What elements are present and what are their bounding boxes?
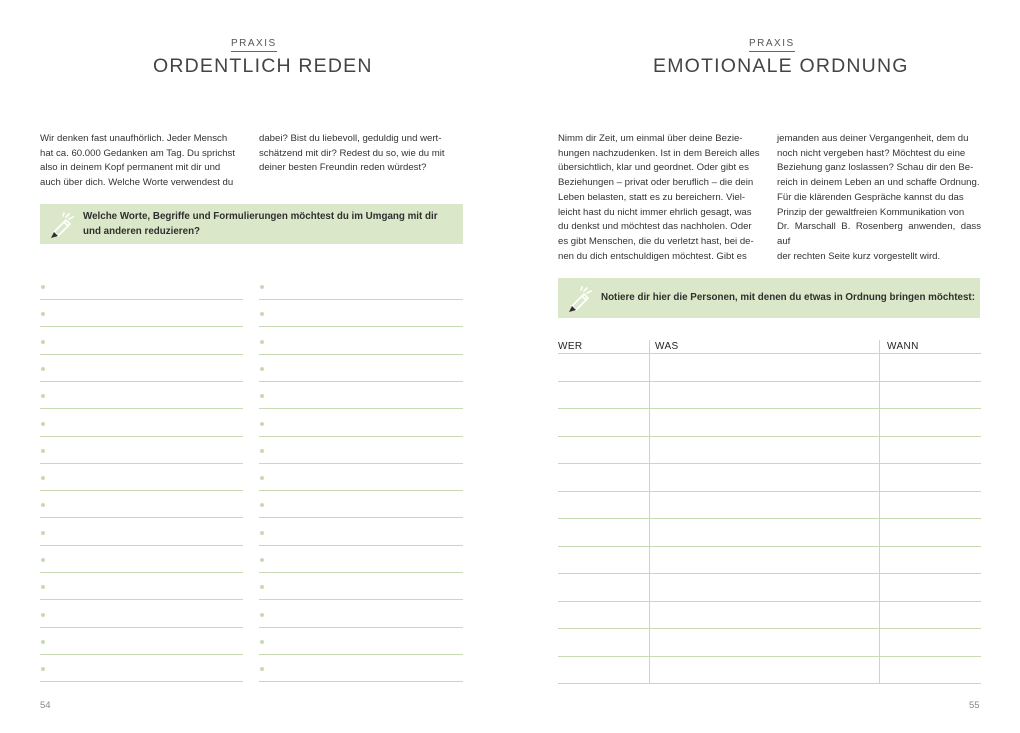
table-row-line xyxy=(558,436,981,437)
writing-line xyxy=(40,545,243,546)
writing-line xyxy=(40,354,243,355)
table-row-line xyxy=(558,683,981,684)
writing-line xyxy=(259,654,463,655)
writing-line xyxy=(40,463,243,464)
writing-line xyxy=(40,408,243,409)
table-row-line xyxy=(558,381,981,382)
table-row-line xyxy=(558,353,981,354)
bullet-dot xyxy=(41,312,45,316)
pencil-icon xyxy=(48,212,74,238)
bullet-dot xyxy=(260,558,264,562)
bullet-dot xyxy=(41,667,45,671)
page-title: ORDENTLICH REDEN xyxy=(153,55,373,77)
table-row-line xyxy=(558,546,981,547)
writing-line xyxy=(259,299,463,300)
bullet-dot xyxy=(41,503,45,507)
bullet-dot xyxy=(260,503,264,507)
body-text-column-2: dabei? Bist du liebevoll, geduldig und wert- schätzend mit dir? Redest du so, wie du mit deiner besten Freundin reden würdest? xyxy=(259,133,445,174)
writing-line xyxy=(259,599,463,600)
bullet-dot xyxy=(260,367,264,371)
section-kicker: PRAXIS xyxy=(749,38,795,52)
bullet-dot xyxy=(41,558,45,562)
writing-line xyxy=(40,572,243,573)
bullet-dot xyxy=(41,476,45,480)
writing-line xyxy=(259,490,463,491)
table-row-line xyxy=(558,601,981,602)
writing-prompt-box xyxy=(558,278,980,318)
table-row-line xyxy=(558,408,981,409)
writing-prompt-box xyxy=(40,204,463,244)
bullet-dot xyxy=(41,422,45,426)
bullet-dot xyxy=(41,367,45,371)
table-header-wann: WANN xyxy=(887,341,919,352)
writing-line xyxy=(259,681,463,682)
bullet-dot xyxy=(260,312,264,316)
bullet-dot xyxy=(260,422,264,426)
bullet-dot xyxy=(260,585,264,589)
bullet-dot xyxy=(260,531,264,535)
bullet-dot xyxy=(41,585,45,589)
right-page xyxy=(510,0,1020,733)
bullet-dot xyxy=(260,394,264,398)
bullet-dot xyxy=(41,640,45,644)
writing-line xyxy=(259,408,463,409)
writing-line xyxy=(40,599,243,600)
writing-line xyxy=(40,681,243,682)
writing-line xyxy=(259,326,463,327)
table-row-line xyxy=(558,573,981,574)
prompt-question: Welche Worte, Begriffe und Formulierungen möchtest du im Umgang mit dir und anderen reduzieren? xyxy=(83,211,438,237)
writing-line xyxy=(259,436,463,437)
writing-line xyxy=(40,436,243,437)
table-row-line xyxy=(558,656,981,657)
page-number: 54 xyxy=(40,700,51,711)
writing-line xyxy=(40,326,243,327)
bullet-dot xyxy=(260,476,264,480)
page-number: 55 xyxy=(969,700,980,711)
pencil-icon xyxy=(566,286,592,312)
writing-line xyxy=(259,545,463,546)
writing-line xyxy=(40,490,243,491)
bullet-dot xyxy=(41,394,45,398)
table-row-line xyxy=(558,628,981,629)
bullet-dot xyxy=(260,613,264,617)
writing-line xyxy=(259,381,463,382)
writing-line xyxy=(259,517,463,518)
prompt-instruction: Notiere dir hier die Personen, mit denen du etwas in Ordnung bringen möchtest: xyxy=(601,292,975,303)
writing-line xyxy=(40,517,243,518)
writing-line xyxy=(259,572,463,573)
table-column-divider xyxy=(649,340,650,683)
writing-line xyxy=(40,299,243,300)
page-title: EMOTIONALE ORDNUNG xyxy=(653,55,909,77)
table-row-line xyxy=(558,463,981,464)
bullet-dot xyxy=(41,613,45,617)
writing-line xyxy=(40,654,243,655)
bullet-dot xyxy=(41,285,45,289)
bullet-dot xyxy=(260,640,264,644)
bullet-dot xyxy=(41,340,45,344)
bullet-dot xyxy=(260,340,264,344)
writing-line xyxy=(40,381,243,382)
bullet-dot xyxy=(260,667,264,671)
table-row-line xyxy=(558,491,981,492)
writing-line xyxy=(259,463,463,464)
bullet-dot xyxy=(41,531,45,535)
body-text-column-1: Nimm dir Zeit, um einmal über deine Bezie- hungen nachzudenken. Ist in dem Bereich alles übersichtlich, klar und geordnet. Oder gibt es Beziehungen – privat oder beruflich – die dein Leben belasten, statt es zu bereichern. Viel- leicht hast du nicht immer ehrlich gesagt, was du denkst und möchtest das nachholen. Oder es gibt Menschen, die du verletzt hast, bei de- nen du dich entschuldigen möchtest. Gibt es xyxy=(558,133,760,262)
body-text-column-2: jemanden aus deiner Vergangenheit, dem du noch nicht vergeben hast? Möchtest du eine Beziehung ganz loslassen? Schau dir den Be- reich in deinem Leben an und schaffe Ordnung. Für die klärenden Gespräche kannst du das Prinzip der gewaltfreien Kommunikation von Dr. Marschall B. Rosenberg anwenden, dass auf der rechten Seite kurz vorgestellt wird. xyxy=(777,133,981,262)
writing-line xyxy=(259,627,463,628)
section-kicker: PRAXIS xyxy=(231,38,277,52)
table-header-wer: WER xyxy=(558,341,583,352)
body-text-column-1: Wir denken fast unaufhörlich. Jeder Mensch hat ca. 60.000 Gedanken am Tag. Du sprichst also in deinem Kopf permanent mit dir und auch über dich. Welche Worte verwendest du xyxy=(40,133,236,189)
table-header-was: WAS xyxy=(655,341,679,352)
bullet-dot xyxy=(260,285,264,289)
writing-line xyxy=(40,627,243,628)
table-row-line xyxy=(558,518,981,519)
table-column-divider xyxy=(879,340,880,683)
writing-line xyxy=(259,354,463,355)
bullet-dot xyxy=(41,449,45,453)
bullet-dot xyxy=(260,449,264,453)
